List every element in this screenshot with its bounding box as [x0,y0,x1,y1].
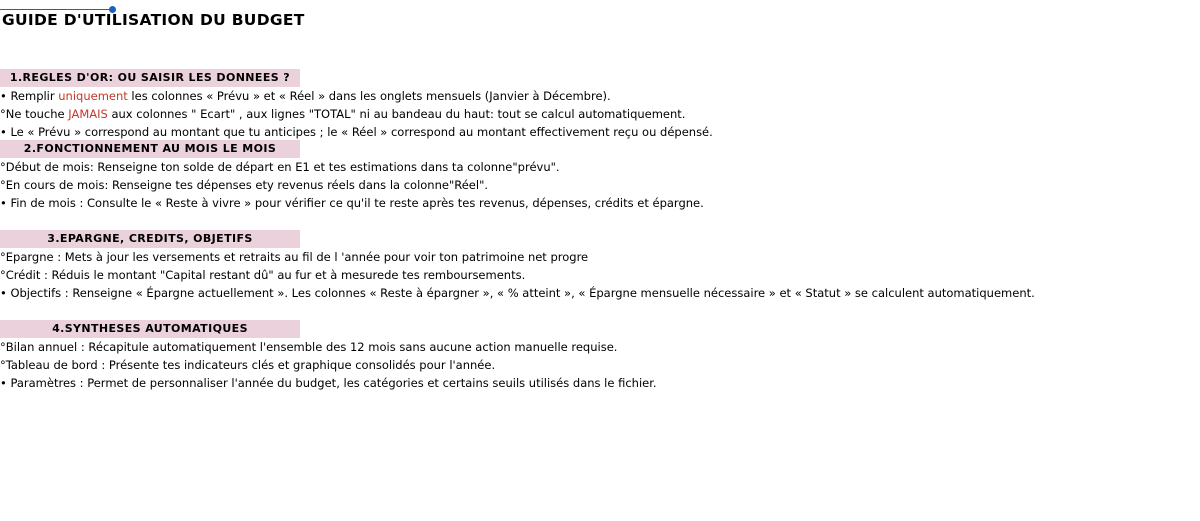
cell-selection-line [0,9,112,10]
section-4-header: 4.SYNTHESES AUTOMATIQUES [0,320,300,338]
section-1-line-1 [0,87,611,105]
line-suffix: les colonnes « Prévu » et « Réel » dans les onglets mensuels (Janvier à Décembre). [127,89,611,103]
emphasis-text: JAMAIS [68,107,108,121]
section-3-line-3: • Objectifs : Renseigne « Épargne actuellement ». Les colonnes « Reste à épargner », « % atteint », « Épargne mensuelle nécessaire » et « Statut » se calculent automatiquement. [0,286,1035,300]
page-title: GUIDE D'UTILISATION DU BUDGET [2,11,305,29]
section-4-line-1: °Bilan annuel : Récapitule automatiquement l'ensemble des 12 mois sans aucune action manuelle requise. [0,340,618,354]
emphasis-text: uniquement [58,89,128,103]
section-3-line-2: °Crédit : Réduis le montant "Capital restant dû" au fur et à mesurede tes remboursements. [0,268,526,282]
section-3-line-1: °Epargne : Mets à jour les versements et retraits au fil de l 'année pour voir ton patrimoine net progre [0,250,589,264]
section-1-header: 1.REGLES D'OR: OU SAISIR LES DONNEES ? [0,69,300,87]
line-prefix: °Ne touche [0,107,69,121]
section-4-line-2: °Tableau de bord : Présente tes indicateurs clés et graphique consolidés pour l'année. [0,358,496,372]
line-suffix: aux colonnes " Ecart" , aux lignes "TOTAL" ni au bandeau du haut: tout se calcul automatiquement. [107,107,686,121]
section-2-line-1: °Début de mois: Renseigne ton solde de départ en E1 et tes estimations dans ta colonne"prévu". [0,160,560,174]
section-2-line-3: • Fin de mois : Consulte le « Reste à vivre » pour vérifier ce qu'il te reste après tes revenus, dépenses, crédits et épargne. [0,196,704,210]
section-2-header: 2.FONCTIONNEMENT AU MOIS LE MOIS [0,140,300,158]
line-prefix: • Remplir [0,89,59,103]
section-1-line-2 [0,105,685,123]
section-2-line-2: °En cours de mois: Renseigne tes dépenses ety revenus réels dans la colonne"Réel". [0,178,489,192]
section-4-line-3: • Paramètres : Permet de personnaliser l'année du budget, les catégories et certains seuils utilisés dans le fichier. [0,376,657,390]
section-3-header: 3.EPARGNE, CREDITS, OBJETIFS [0,230,300,248]
section-1-line-3: • Le « Prévu » correspond au montant que tu anticipes ; le « Réel » correspond au montant effectivement reçu ou dépensé. [0,125,713,139]
